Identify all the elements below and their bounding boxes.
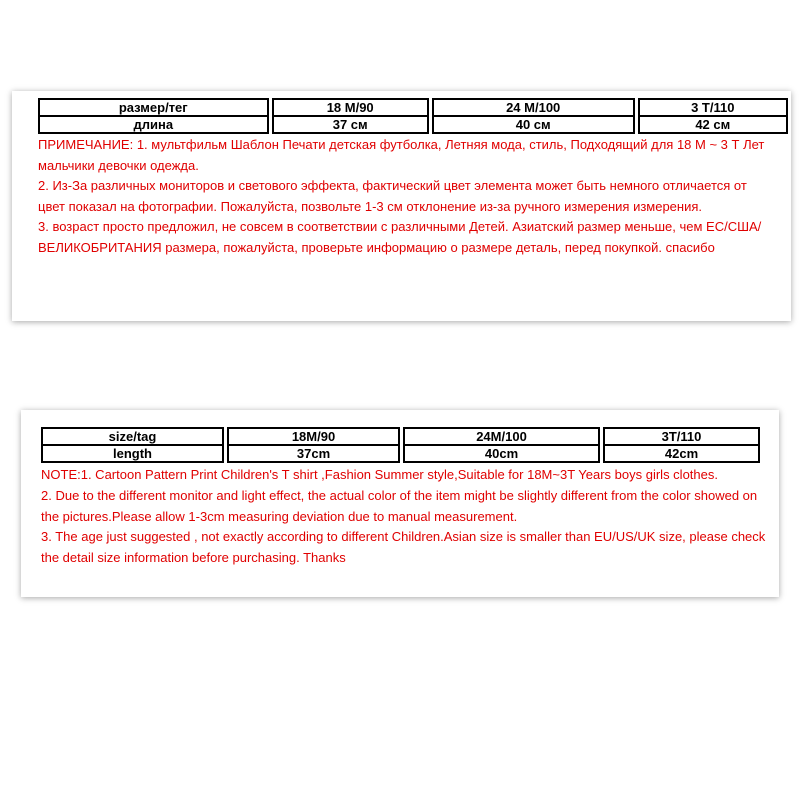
notes-russian [38,135,773,258]
table-row [41,446,760,463]
size-table-english [38,427,763,463]
table-row [38,117,788,134]
table-cell: 40 см [432,117,635,134]
table-cell: 40cm [403,446,600,463]
table-cell: size/tag [41,427,224,446]
table-cell: 37 см [272,117,429,134]
table-cell: 24M/100 [403,427,600,446]
table-cell: 24 M/100 [432,98,635,117]
table-cell: 18 M/90 [272,98,429,117]
table-cell: размер/тег [38,98,269,117]
table-cell: 37cm [227,446,400,463]
table-cell: 3 T/110 [638,98,788,117]
note-paragraph: 2. Из-За различных мониторов и светового эффекта, фактический цвет элемента может быть немного отличается от цвет показал на фотографии. Пожалуйста, позвольте 1-3 см отклонение из-за ручного измерения измерения. [38,178,747,214]
note-paragraph: 3. The age just suggested , not exactly according to different Children.Asian size is smaller than EU/US/UK size, please check the detail size information before purchasing. Thanks [41,529,766,566]
size-chart-card-english [21,410,779,597]
table-row [41,427,760,446]
table-row [38,98,788,117]
table-cell: length [41,446,224,463]
table-cell: длина [38,117,269,134]
note-paragraph: 2. Due to the different monitor and light effect, the actual color of the item might be slightly different from the color showed on the pictures.Please allow 1-3cm measuring deviation due to manual measurement. [41,487,758,524]
note-paragraph: NOTE:1. Cartoon Pattern Print Children's T shirt ,Fashion Summer style,Suitable for 18M~3T Years boys girls clothes. [41,467,718,482]
size-chart-card-russian [12,91,791,321]
table-cell: 3T/110 [603,427,760,446]
notes-english [41,465,766,569]
table-cell: 18M/90 [227,427,400,446]
note-paragraph: 3. возраст просто предложил, не совсем в соответствии с различными Детей. Азиатский размер меньше, чем ЕС/США/ВЕЛИКОБРИТАНИЯ размера, пожалуйста, проверьте информацию о размере деталь, перед покупкой. спасибо [38,219,762,255]
table-cell: 42 см [638,117,788,134]
note-paragraph: ПРИМЕЧАНИЕ: 1. мультфильм Шаблон Печати детская футболка, Летняя мода, стиль, Подходящий для 18 М ~ 3 Т Лет мальчики девочки одежда. [38,137,765,173]
size-table-russian [35,98,791,134]
table-cell: 42cm [603,446,760,463]
